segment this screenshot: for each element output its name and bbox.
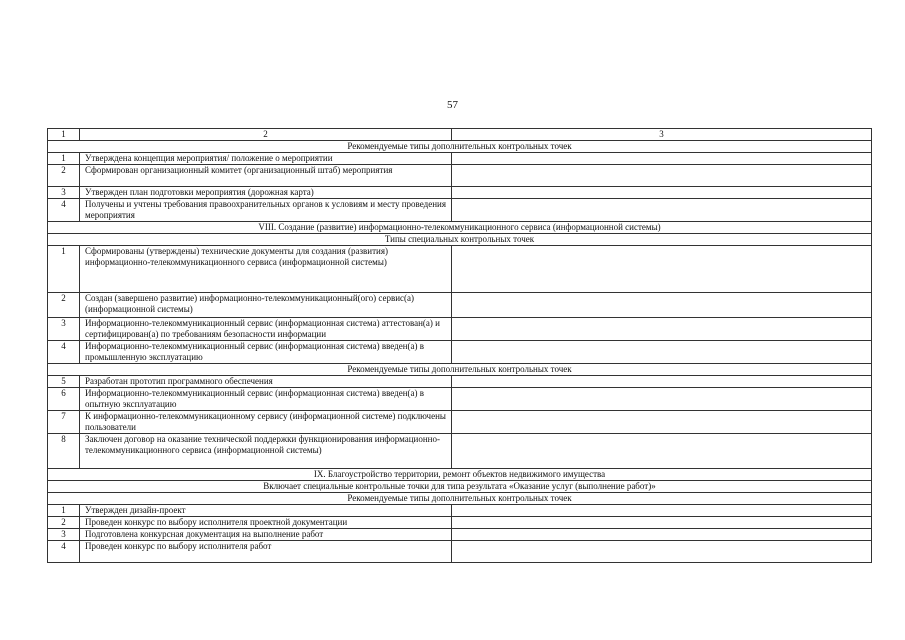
page-number: 57 <box>447 99 458 111</box>
control-point-value <box>452 153 872 165</box>
row-number: 2 <box>48 165 80 187</box>
section-title: IX. Благоустройство территории, ремонт объектов недвижимого имущества <box>48 469 872 481</box>
control-point-text: Сформирован организационный комитет (организационный штаб) мероприятия <box>80 165 452 187</box>
control-point-text: Подготовлена конкурсная документация на выполнение работ <box>80 529 452 541</box>
row-number: 4 <box>48 341 80 364</box>
section-row <box>48 222 872 234</box>
control-point-value <box>452 388 872 411</box>
table-row <box>48 529 872 541</box>
section-row <box>48 493 872 505</box>
row-number: 1 <box>48 246 80 293</box>
control-point-value <box>452 318 872 341</box>
table-row <box>48 187 872 199</box>
section-title: Рекомендуемые типы дополнительных контрольных точек <box>48 493 872 505</box>
table-header-row <box>48 129 872 141</box>
row-number: 8 <box>48 434 80 469</box>
control-point-value <box>452 246 872 293</box>
section-row <box>48 481 872 493</box>
table-row <box>48 434 872 469</box>
row-number: 4 <box>48 199 80 222</box>
control-point-value <box>452 165 872 187</box>
control-point-text: К информационно-телекоммуникационному сервису (информационной системе) подключены пользователи <box>80 411 452 434</box>
control-point-text: Сформированы (утверждены) технические документы для создания (развития) информационно-телекоммуникационного сервиса (информационной системы) <box>80 246 452 293</box>
control-point-text: Проведен конкурс по выбору исполнителя проектной документации <box>80 517 452 529</box>
row-number: 2 <box>48 293 80 318</box>
table-row <box>48 411 872 434</box>
table-row <box>48 541 872 563</box>
section-title: Рекомендуемые типы дополнительных контрольных точек <box>48 364 872 376</box>
table-row <box>48 246 872 293</box>
header-col-1: 1 <box>48 129 80 141</box>
section-title: Включает специальные контрольные точки для типа результата «Оказание услуг (выполнение работ)» <box>48 481 872 493</box>
control-point-text: Заключен договор на оказание технической поддержки функционирования информационно-телекоммуникационного сервиса (информационной системы) <box>80 434 452 469</box>
table-row <box>48 293 872 318</box>
row-number: 3 <box>48 318 80 341</box>
row-number: 2 <box>48 517 80 529</box>
section-row <box>48 469 872 481</box>
table-row <box>48 505 872 517</box>
control-point-text: Создан (завершено развитие) информационно-телекоммуникационный(ого) сервис(а) (информационной системы) <box>80 293 452 318</box>
control-point-text: Утверждена концепция мероприятия/ положение о мероприятии <box>80 153 452 165</box>
row-number: 5 <box>48 376 80 388</box>
table-row <box>48 388 872 411</box>
section-title: Рекомендуемые типы дополнительных контрольных точек <box>48 141 872 153</box>
header-col-2: 2 <box>80 129 452 141</box>
control-point-text: Информационно-телекоммуникационный сервис (информационная система) введен(а) в промышленную эксплуатацию <box>80 341 452 364</box>
table-row <box>48 376 872 388</box>
section-row <box>48 234 872 246</box>
header-col-3: 3 <box>452 129 872 141</box>
control-point-value <box>452 505 872 517</box>
control-point-value <box>452 187 872 199</box>
control-point-value <box>452 293 872 318</box>
table-row <box>48 517 872 529</box>
control-point-text: Информационно-телекоммуникационный сервис (информационная система) аттестован(а) и сертифицирован(а) по требованиям безопасности информации <box>80 318 452 341</box>
table-row <box>48 199 872 222</box>
row-number: 6 <box>48 388 80 411</box>
table-row <box>48 318 872 341</box>
control-point-text: Проведен конкурс по выбору исполнителя работ <box>80 541 452 563</box>
control-point-value <box>452 376 872 388</box>
table-row <box>48 165 872 187</box>
control-point-text: Утвержден план подготовки мероприятия (дорожная карта) <box>80 187 452 199</box>
control-point-value <box>452 541 872 563</box>
table-row <box>48 153 872 165</box>
control-point-value <box>452 434 872 469</box>
section-row <box>48 141 872 153</box>
section-title: VIII. Создание (развитие) информационно-телекоммуникационного сервиса (информационной системы) <box>48 222 872 234</box>
control-point-text: Утвержден дизайн-проект <box>80 505 452 517</box>
control-point-value <box>452 199 872 222</box>
control-point-text: Получены и учтены требования правоохранительных органов к условиям и месту проведения мероприятия <box>80 199 452 222</box>
row-number: 3 <box>48 529 80 541</box>
row-number: 1 <box>48 153 80 165</box>
row-number: 4 <box>48 541 80 563</box>
control-point-value <box>452 411 872 434</box>
row-number: 3 <box>48 187 80 199</box>
section-title: Типы специальных контрольных точек <box>48 234 872 246</box>
row-number: 7 <box>48 411 80 434</box>
table-row <box>48 341 872 364</box>
control-points-table <box>47 128 872 563</box>
section-row <box>48 364 872 376</box>
control-point-value <box>452 517 872 529</box>
control-point-value <box>452 341 872 364</box>
row-number: 1 <box>48 505 80 517</box>
control-point-value <box>452 529 872 541</box>
control-point-text: Разработан прототип программного обеспечения <box>80 376 452 388</box>
control-point-text: Информационно-телекоммуникационный сервис (информационная система) введен(а) в опытную эксплуатацию <box>80 388 452 411</box>
